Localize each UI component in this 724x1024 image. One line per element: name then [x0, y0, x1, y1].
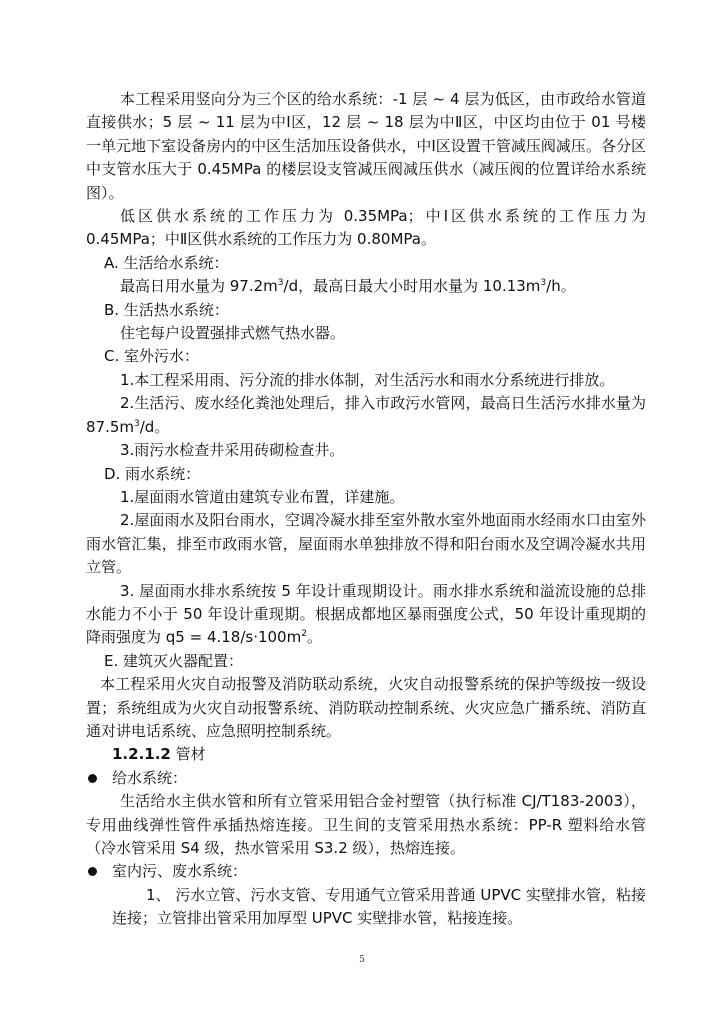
document-body	[86, 88, 646, 931]
supply-title: 给水系统：	[112, 768, 188, 787]
bullet-dot-icon	[88, 867, 97, 876]
section-c-title: C. 室外污水：	[104, 347, 200, 366]
section-d-item-1: 1.屋面雨水管道由建筑专业布置，详建施。	[120, 487, 405, 506]
pressure-paragraph: 低区供水系统的工作压力为 0.35MPa；中Ⅰ区供水系统的工作压力为 0.45MPa；中Ⅱ区供水系统的工作压力为 0.80MPa。	[86, 207, 646, 249]
drain-bullet	[86, 860, 646, 883]
page-number: 5	[359, 955, 365, 965]
bullet-dot-icon	[88, 774, 97, 783]
section-e-body: 本工程采用火灾自动报警及消防联动系统，火灾自动报警系统的保护等级按一级设置；系统组成为火灾自动报警系统、消防联动控制系统、火灾应急广播系统、消防直通对讲电话系统、应急照明控制系统。	[86, 675, 646, 740]
supply-bullet	[86, 767, 646, 790]
drain-title: 室内污、废水系统：	[112, 862, 248, 881]
section-d-title: D. 雨水系统：	[104, 464, 201, 483]
pipes-heading: 1.2.1.2 管材	[112, 745, 206, 764]
intro-paragraph: 本工程采用竖向分为三个区的给水系统：-1 层 ~ 4 层为低区，由市政给水管道直接供水；5 层 ~ 11 层为中Ⅰ区，12 层 ~ 18 层为中Ⅱ区，中区均由位于 01 号楼一单元地下室设备房内的中区生活加压设备供水，中Ⅰ区设置干管减压阀减压。各分区中支管水压大于 0.45MPa 的楼层设支管减压阀减压供水（减压阀的位置详给水系统图）。	[86, 90, 646, 202]
section-b-title: B. 生活热水系统：	[104, 300, 229, 319]
section-d-item-2: 2.屋面雨水及阳台雨水，空调冷凝水排至室外散水室外地面雨水经雨水口由室外雨水管汇集，排至市政雨水管，屋面雨水单独排放不得和阳台雨水及空调冷凝水共用立管。	[86, 511, 646, 577]
section-b-body: 住宅每户设置强排式燃气热水器。	[120, 324, 346, 343]
section-a-body: 最高日用水量为 $97.2m^3/d$，最高日最大小时用水量为 $10.13m^3/h$。	[120, 277, 576, 296]
section-c-item-2: 2.生活污、废水经化粪池处理后，排入市政污水管网，最高日生活污水排水量为 $87.5m^3/d$。	[86, 394, 646, 436]
supply-body: 生活给水主供水管和所有立管采用铝合金衬塑管（执行标准 CJ/T183-2003），专用曲线弹性管件承插热熔连接。卫生间的支管采用热水系统：PP-R 塑料给水管（冷水管采用 S4 级，热水管采用 S3.2 级），热熔连接。	[86, 792, 646, 857]
section-c-item-1: 1.本工程采用雨、污分流的排水体制，对生活污水和雨水分系统进行排放。	[120, 370, 615, 389]
section-d-item-3: 3. 屋面雨水排水系统按 5 年设计重现期设计。雨水排水系统和溢流设施的总排水能力不小于 50 年设计重现期。根据成都地区暴雨强度公式，50 年设计重现期的降雨强度为 $q5 = 4.18/s\cdot 100m^2$。	[86, 581, 646, 647]
drain-body: 1、 污水立管、污水支管、专用通气立管采用普通 UPVC 实壁排水管，粘接连接；立管排出管采用加厚型 UPVC 实壁排水管，粘接连接。	[112, 885, 646, 928]
section-e-title: E. 建筑灭火器配置：	[104, 651, 244, 670]
section-a-title: A. 生活给水系统：	[104, 253, 229, 272]
section-c-item-3: 3.雨污水检查井采用砖砌检查井。	[120, 441, 345, 460]
